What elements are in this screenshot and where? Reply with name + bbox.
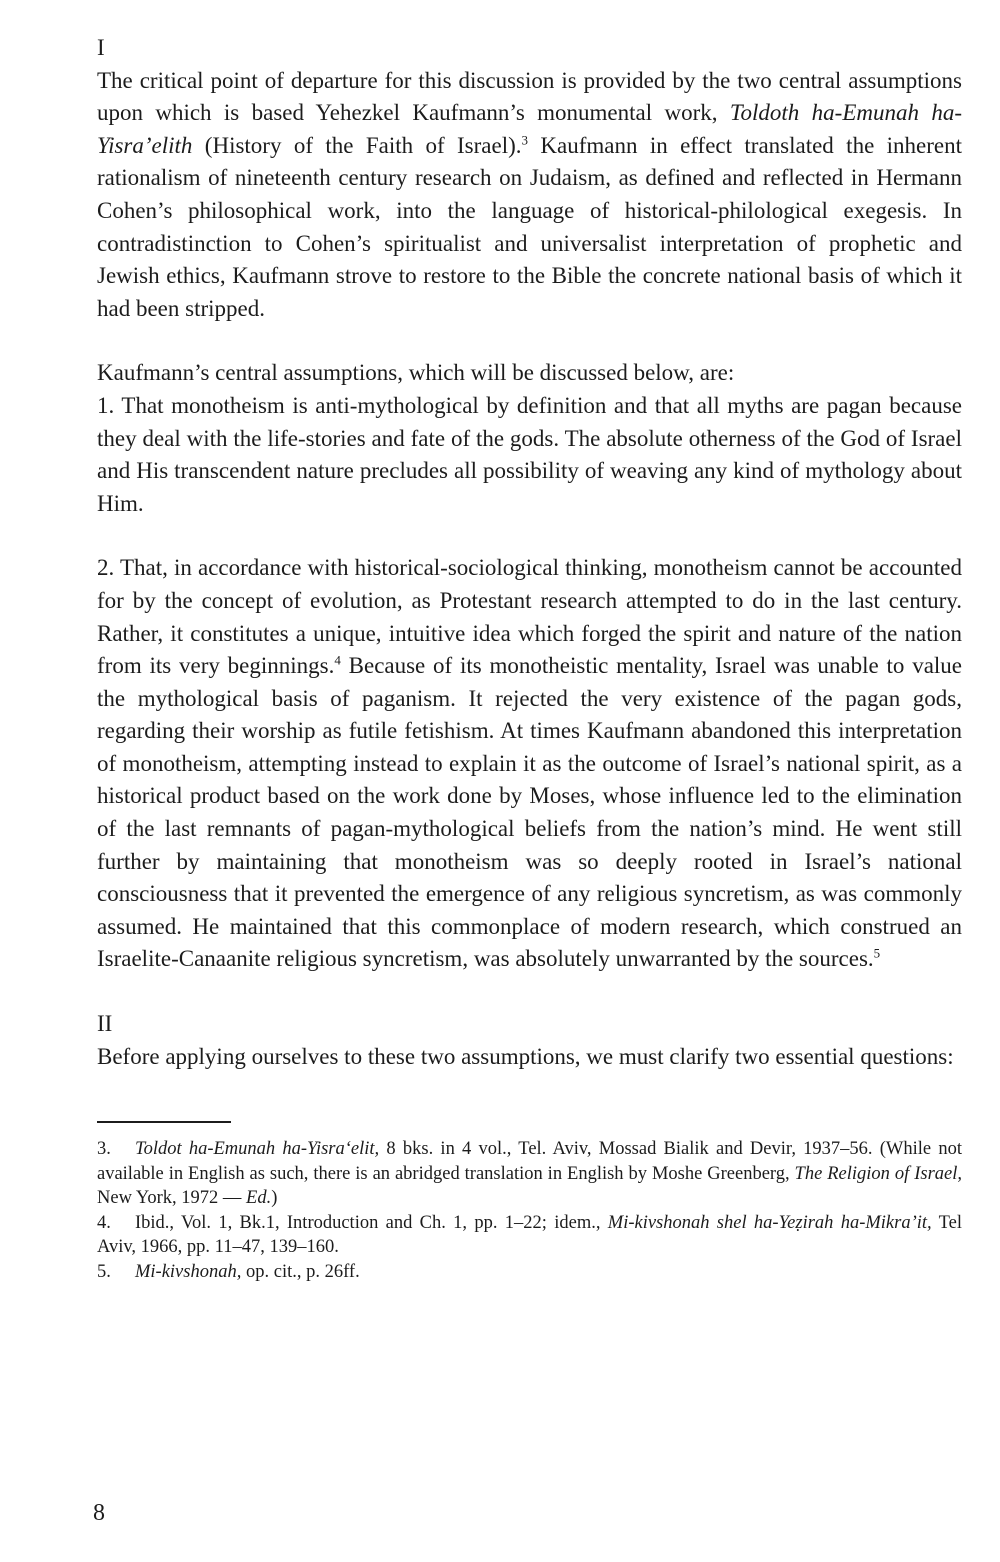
assumption-1: 1. That monotheism is anti-mythological by definition and that all myths are pagan because they deal with the life-stories and fate of the gods. The absolute otherness of the God of Israel and His transcendent nature precludes all possibility of weaving any kind of mythology about Him.: [97, 392, 962, 516]
assumptions-intro: Kaufmann’s central assumptions, which will be discussed below, are:: [97, 360, 735, 386]
footnote-3: 3. Toldot ha-Emunah ha-Yisra‘elit, 8 bks. in 4 vol., Tel. Aviv, Mossad Bialik and Devir, 1937–56. (While not available in English as such, there is an abridged translation in English by Moshe Greenberg, The Religion of Israel, New York, 1972 — Ed.): [97, 1139, 962, 1209]
section-heading-1: I: [97, 35, 105, 60]
footnote-divider: [97, 1121, 231, 1123]
assumption-2: 2. That, in accordance with historical-sociological thinking, monotheism cannot be accounted for by the concept of evolution, as Protestant research attempted to do in the last century. Rather, it constitutes a unique, intuitive idea which forged the spirit and nature of the nation from its very beginnings.$^4$ Because of its monotheistic mentality, Israel was unable to value the mythological basis of paganism. It rejected the very existence of the pagan gods, regarding their worship as futile fetishism. At times Kaufmann abandoned this interpretation of monotheism, attempting instead to explain it as the outcome of Israel’s national spirit, as a historical product based on the work done by Moses, whose influence led to the elimination of the last remnants of pagan-mythological beliefs from the nation’s mind. He went still further by maintaining that monotheism was so deeply rooted in Israel’s national consciousness that it prevented the emergence of any religious syncretism, as was commonly assumed. He maintained that this commonplace of modern research, which construed an Israelite-Canaanite religious syncretism, was absolutely unwarranted by the sources.$^5$: [97, 555, 963, 972]
paragraph-intro: The critical point of departure for this discussion is provided by the two central assumptions upon which is based Yehezkel Kaufmann’s monumental work, Toldoth ha-Emunah ha-Yisra’elith (History of the Faith of Israel).$^3$ Kaufmann in effect translated the inherent rationalism of nineteenth century research on Judaism, as defined and reflected in Hermann Cohen’s philosophical work, into the language of historical-philological exegesis. In contradistinction to Cohen’s spiritualist and universalist interpretation of prophetic and Jewish ethics, Kaufmann strove to restore to the Bible the concrete national basis of which it had been stripped.: [97, 67, 963, 321]
paragraph-section-2: Before applying ourselves to these two assumptions, we must clarify two essential questions:: [97, 1043, 954, 1069]
footnote-4: 4. Ibid., Vol. 1, Bk.1, Introduction and Ch. 1, pp. 1–22; idem., Mi-kivshonah shel ha-Yeẓirah ha-Mikra’it, Tel Aviv, 1966, pp. 11–47, 139–160.: [97, 1212, 962, 1258]
footnote-ref-3[interactable]: 3: [521, 132, 529, 148]
footnote-5: 5. Mi-kivshonah, op. cit., p. 26ff.: [97, 1261, 360, 1282]
section-heading-2: II: [97, 1011, 113, 1037]
footnote-ref-5[interactable]: 5: [873, 945, 881, 961]
book-title: Toldoth ha-Emunah ha-Yisra’elith: [97, 100, 962, 158]
page-number: 8: [93, 1500, 105, 1526]
footnote-ref-4[interactable]: 4: [334, 652, 341, 668]
